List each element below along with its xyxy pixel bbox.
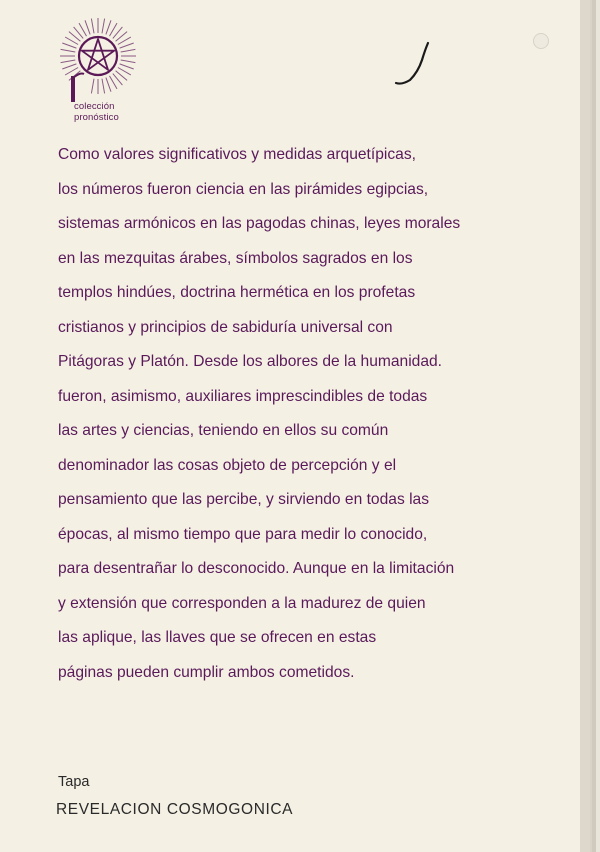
- synopsis-line: sistemas armónicos en las pagodas chinas, leyes morales: [58, 215, 461, 232]
- sunburst-pentagram-icon: [48, 10, 148, 102]
- synopsis-text: [58, 138, 528, 690]
- synopsis-line: las artes y ciencias, teniendo en ellos su común: [58, 422, 389, 439]
- synopsis-line: Pitágoras y Platón. Desde los albores de la humanidad.: [58, 353, 443, 370]
- synopsis-line: en las mezquitas árabes, símbolos sagrados en los: [58, 249, 413, 267]
- synopsis-line: fueron, asimismo, auxiliares imprescindibles de todas: [58, 387, 428, 405]
- synopsis-line: Como valores significativos y medidas arquetípicas,: [58, 146, 416, 163]
- synopsis-line: las aplique, las llaves que se ofrecen en estas: [58, 629, 377, 646]
- cover-caption-title: REVELACION COSMOGONICA: [56, 801, 294, 818]
- logo-text-coleccion: colección: [74, 101, 115, 112]
- handwritten-slash-mark: [392, 40, 432, 90]
- hole-mark: [533, 33, 549, 49]
- synopsis-line: denominador las cosas objeto de percepción y el: [58, 456, 397, 474]
- synopsis-line: templos hindúes, doctrina hermética en los profetas: [58, 284, 416, 301]
- synopsis-line: épocas, al mismo tiempo que para medir lo conocido,: [58, 525, 428, 543]
- synopsis-line: cristianos y principios de sabiduría universal con: [58, 318, 393, 336]
- synopsis-line: los números fueron ciencia en las pirámides egipcias,: [58, 180, 429, 198]
- synopsis-line: para desentrañar lo desconocido. Aunque en la limitación: [58, 560, 455, 577]
- logo-text-pronostico: pronóstico: [74, 112, 119, 123]
- cover-caption-label: Tapa: [58, 774, 90, 790]
- synopsis-line: y extensión que corresponden a la madurez de quien: [58, 594, 426, 612]
- synopsis-line: páginas pueden cumplir ambos cometidos.: [58, 663, 355, 681]
- publisher-logo: [48, 10, 148, 122]
- synopsis-line: pensamiento que las percibe, y sirviendo en todas las: [58, 491, 430, 508]
- page-edge: [580, 0, 590, 852]
